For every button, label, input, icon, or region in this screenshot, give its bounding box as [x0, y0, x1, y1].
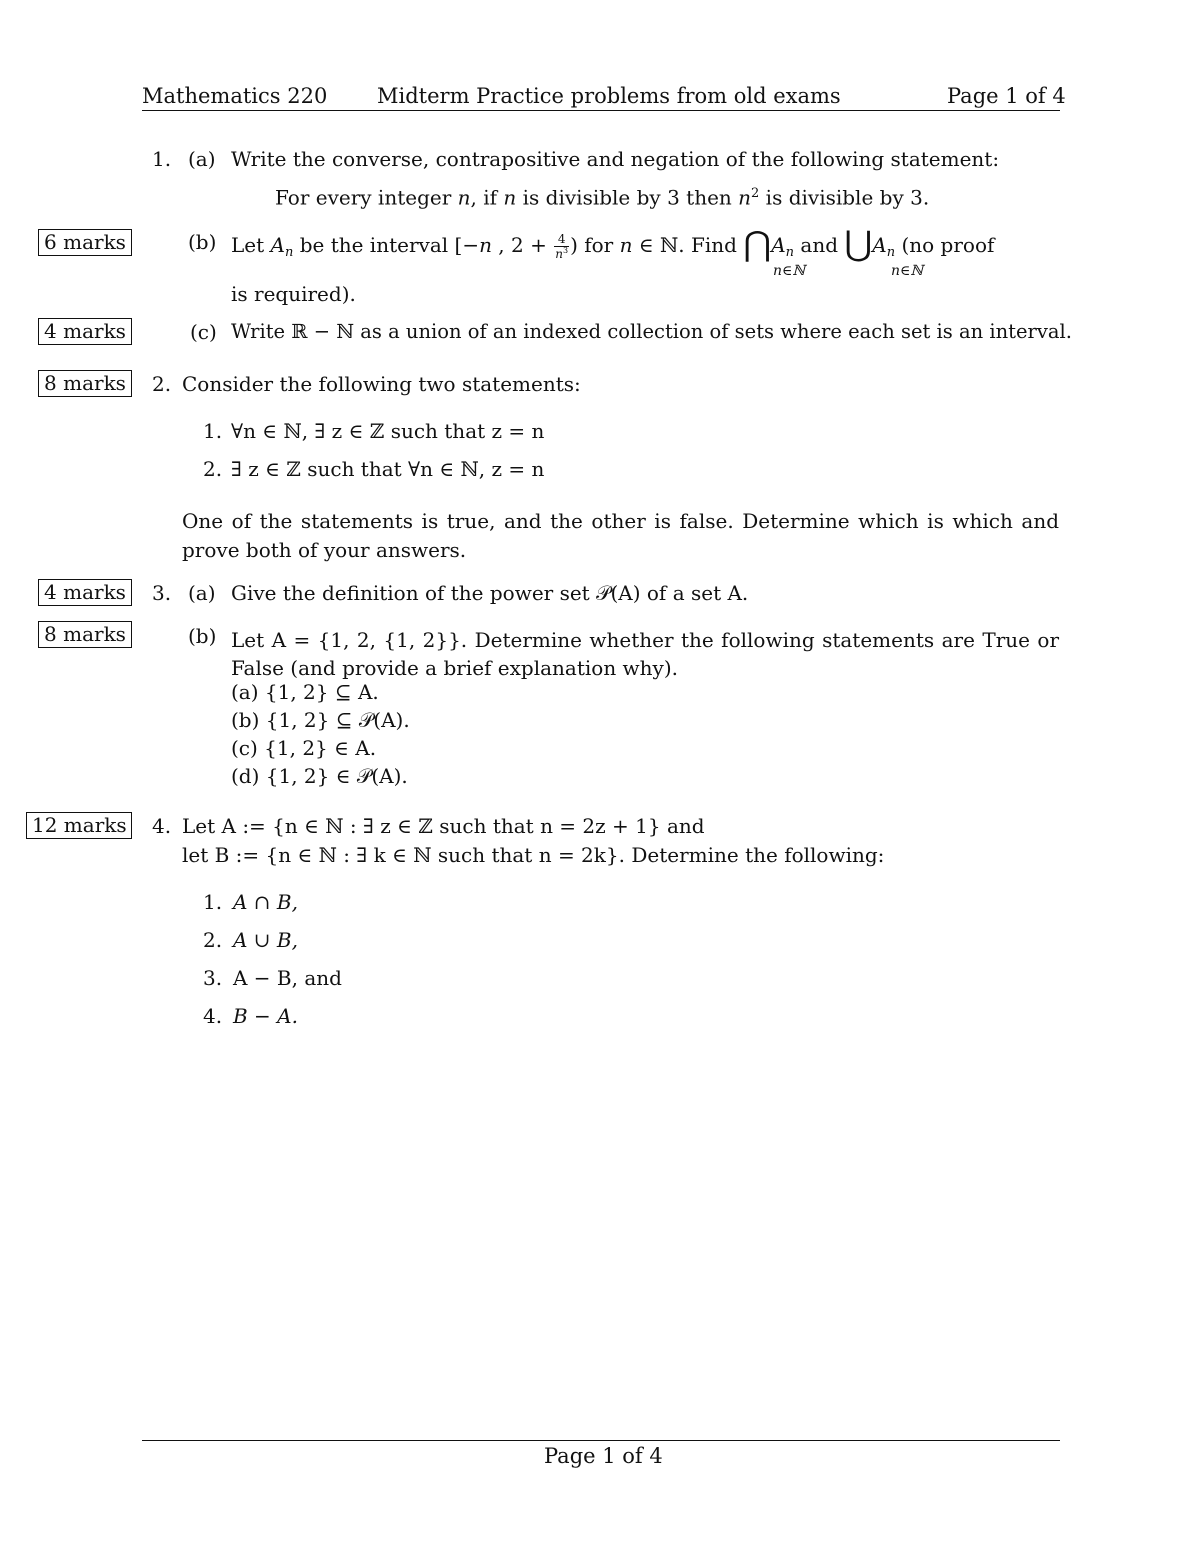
- union-index: n∈ℕ: [891, 263, 924, 279]
- marks-box-q2: 8 marks: [38, 370, 132, 397]
- q4-item: B − A.: [233, 1004, 298, 1028]
- q2-outro: One of the statements is true, and the other is false. Determine which is which and prove both of your answers.: [182, 509, 1059, 562]
- q3b-label: (b): [188, 624, 217, 648]
- q4-line-2: let B := {n ∈ ℕ : ∃ k ∈ ℕ such that n = 2k}. Determine the following:: [182, 843, 885, 867]
- header-page-number: Page 1 of 4: [947, 84, 1066, 108]
- q1c-text: Write ℝ − ℕ as a union of an indexed collection of sets where each set is an interval.: [231, 320, 1072, 343]
- intersection-index: n∈ℕ: [773, 263, 806, 279]
- q4-item-number: 2.: [203, 928, 223, 952]
- q1b-text: Let $A_n$ be the interval [−n , 2 + $\frac{4}{n^3}$ ) for n ∈ ℕ. Find $⋂A_n$ and $⋃A_n$ (no proof: [231, 224, 995, 264]
- q4-item: A ∩ B,: [233, 890, 298, 914]
- q3-number: 3.: [152, 581, 172, 605]
- q3b-item: (a) {1, 2} ⊆ A.: [231, 680, 379, 704]
- q3a-text: Give the definition of the power set 𝒫(A) of a set A.: [231, 581, 749, 605]
- marks-box-q4: 12 marks: [26, 812, 132, 839]
- header-title: Midterm Practice problems from old exams: [377, 84, 841, 108]
- q3b-item: (c) {1, 2} ∈ A.: [231, 736, 377, 760]
- header-course: Mathematics 220: [142, 84, 328, 108]
- q1b-text-line2: is required).: [231, 282, 356, 306]
- q1a-label: (a): [188, 147, 216, 171]
- marks-box-q3b: 8 marks: [38, 621, 132, 648]
- q2-statement-1-number: 1.: [203, 419, 223, 443]
- q4-item: A − B, and: [233, 966, 342, 990]
- q4-item-number: 1.: [203, 890, 223, 914]
- q2-statement-2: ∃ z ∈ ℤ such that ∀n ∈ ℕ, z = n: [231, 457, 545, 481]
- q1a-text: Write the converse, contrapositive and negation of the following statement:: [231, 147, 1000, 171]
- q3b-text: Let A = {1, 2, {1, 2}}. Determine whether the following statements are True or False (and provide a brief explanation why).: [231, 628, 1059, 680]
- intersection-symbol: ⋂: [743, 224, 772, 264]
- q4-item-number: 3.: [203, 966, 223, 990]
- q4-item: A ∪ B,: [233, 928, 298, 952]
- marks-box-q1c: 4 marks: [38, 318, 132, 345]
- footer-page-number: Page 1 of 4: [544, 1444, 663, 1468]
- header-rule: [142, 110, 1060, 111]
- fraction-4-over-n-cubed: $\frac{4}{n^3}$: [555, 231, 569, 261]
- q4-number: 4.: [152, 814, 172, 838]
- q1b-label: (b): [188, 230, 217, 254]
- q4-line-1: Let A := {n ∈ ℕ : ∃ z ∈ ℤ such that n = 2z + 1} and: [182, 814, 705, 838]
- union-symbol: ⋃: [844, 224, 873, 264]
- marks-box-q1b: 6 marks: [38, 229, 132, 256]
- marks-box-q3a: 4 marks: [38, 579, 132, 606]
- footer-rule: [142, 1440, 1060, 1441]
- q2-number: 2.: [152, 372, 172, 396]
- q4-item-number: 4.: [203, 1004, 223, 1028]
- q2-statement-1: ∀n ∈ ℕ, ∃ z ∈ ℤ such that z = n: [231, 419, 545, 443]
- q3a-label: (a): [188, 581, 216, 605]
- q3b-item: (d) {1, 2} ∈ 𝒫(A).: [231, 764, 408, 788]
- q1-statement: For every integer n, if n is divisible by 3 then $n^2$ is divisible by 3.: [275, 185, 930, 210]
- q1c-label: (c): [190, 320, 217, 344]
- q3b-item: (b) {1, 2} ⊆ 𝒫(A).: [231, 708, 410, 732]
- q2-intro: Consider the following two statements:: [182, 372, 581, 396]
- q2-statement-2-number: 2.: [203, 457, 223, 481]
- q1-number: 1.: [152, 147, 172, 171]
